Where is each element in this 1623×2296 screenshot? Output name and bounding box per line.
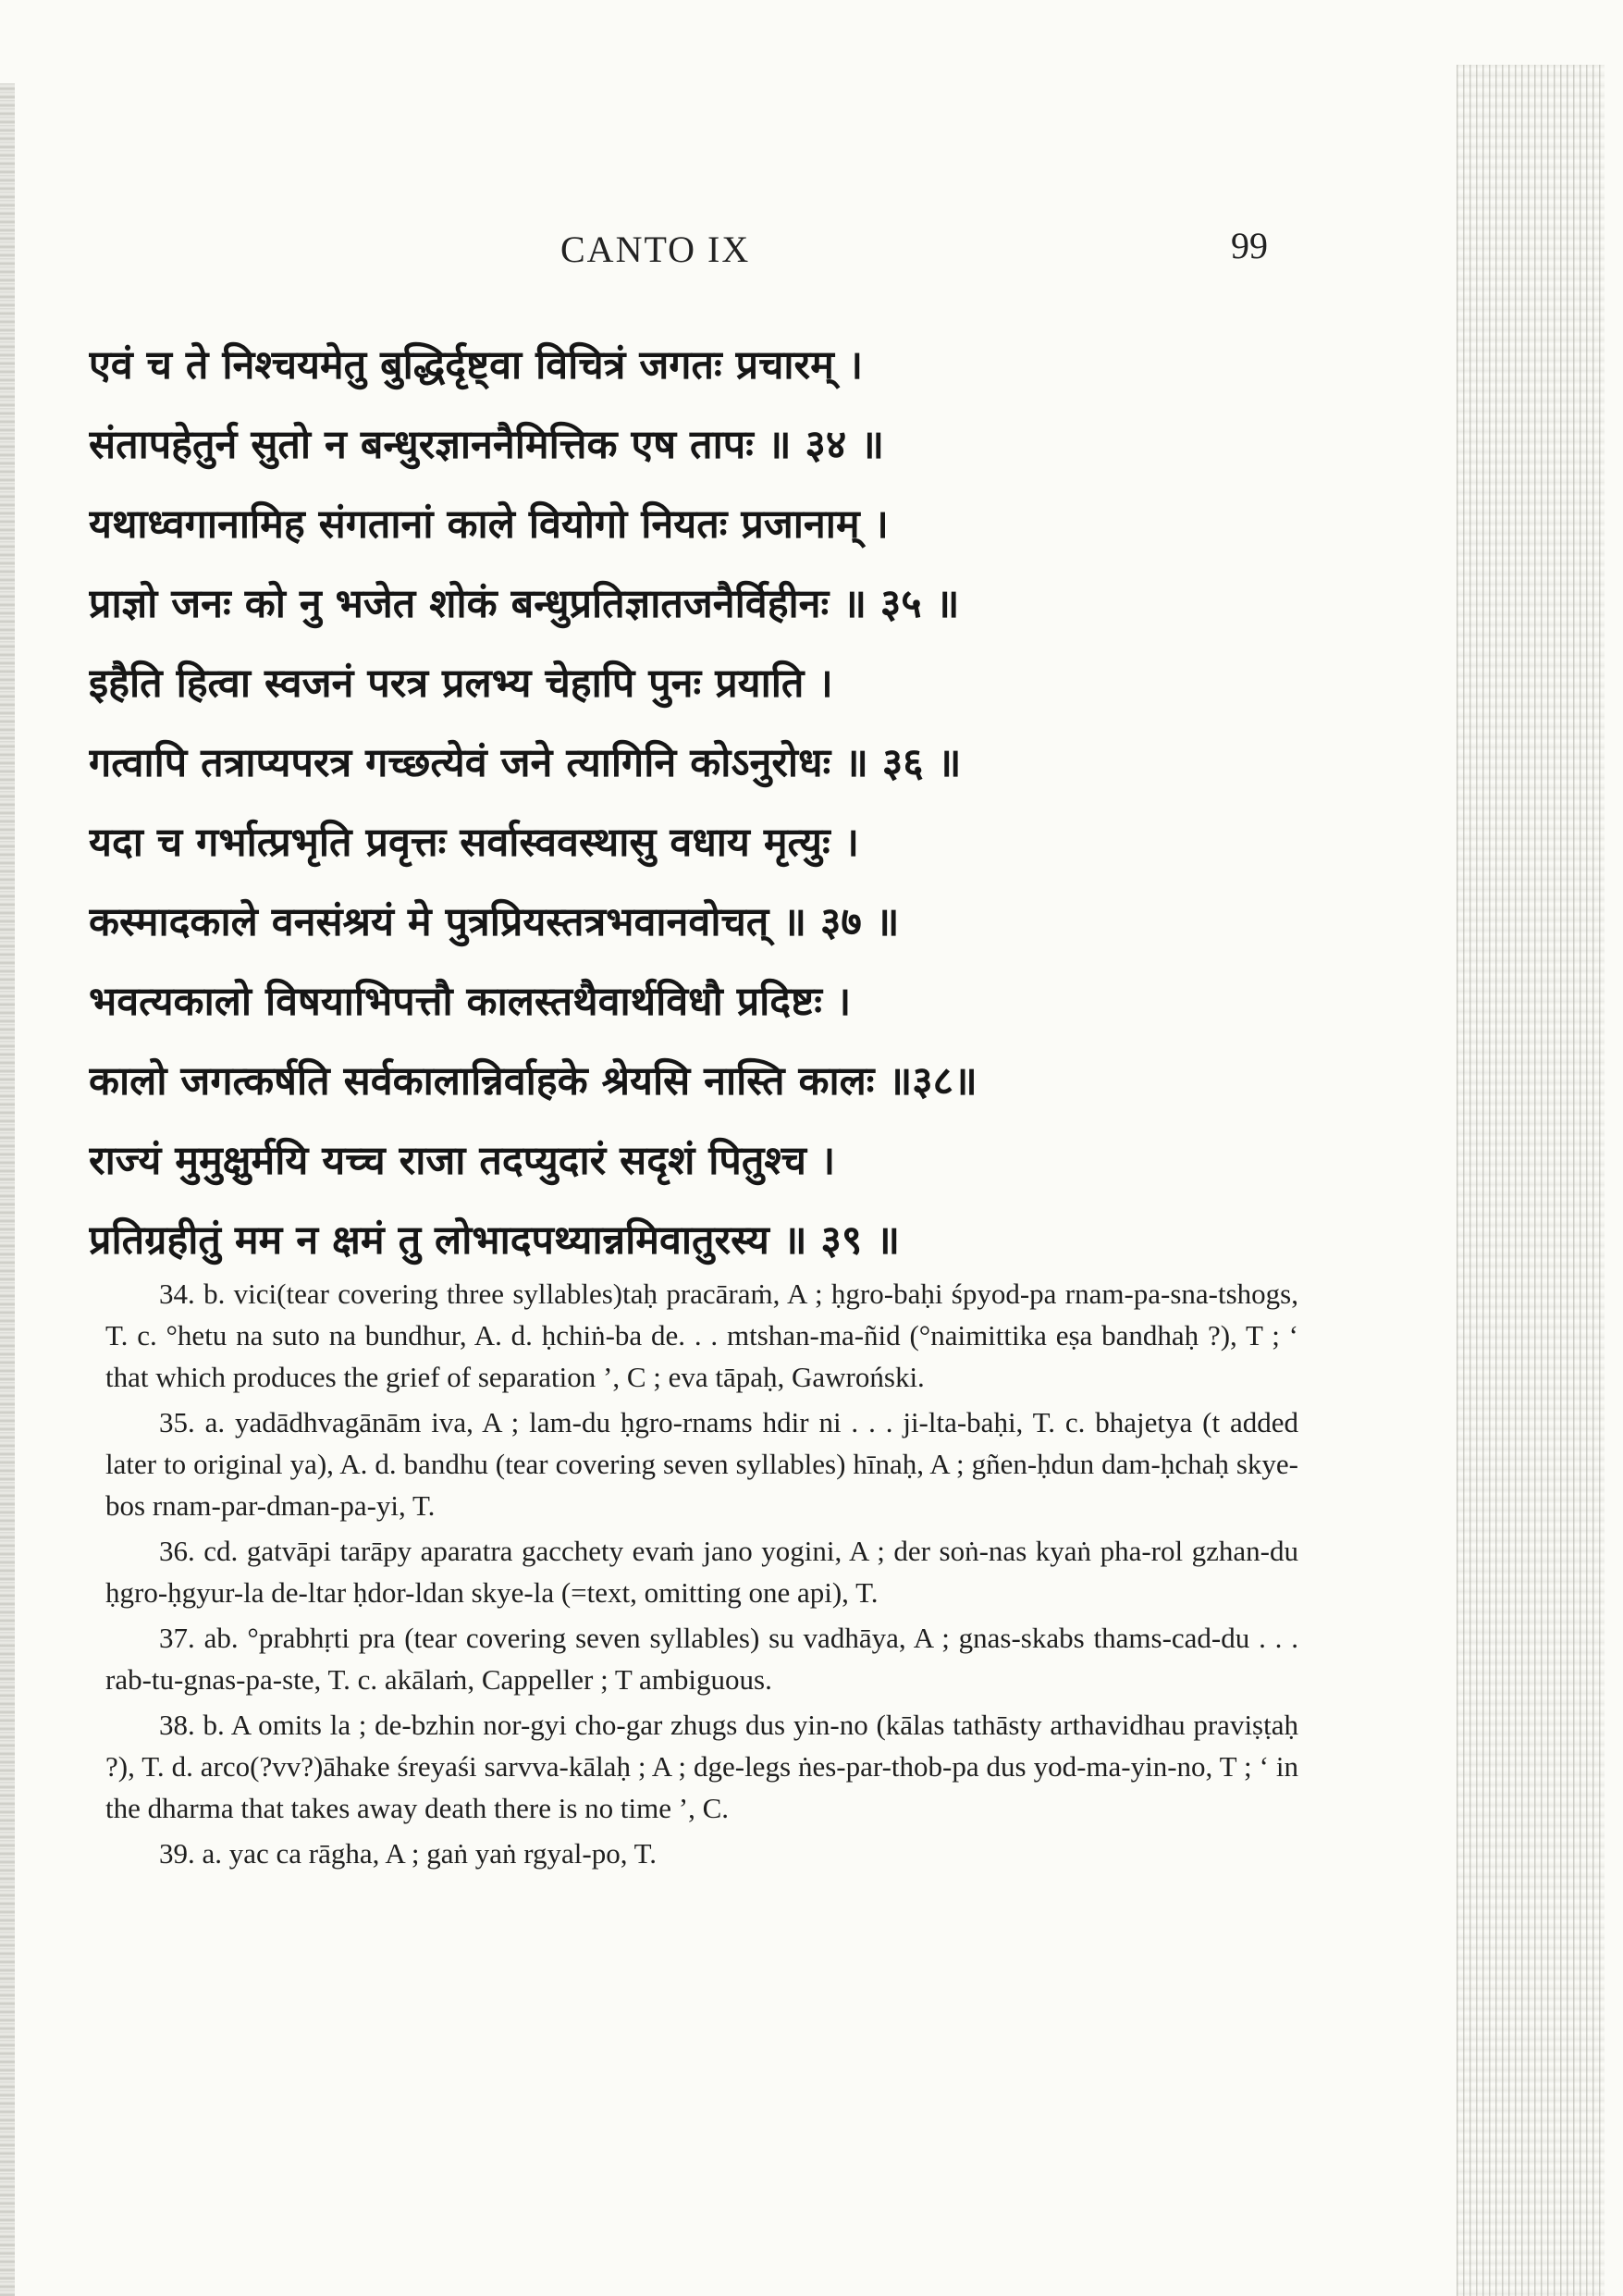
- verse-line: कस्मादकाले वनसंश्रयं मे पुत्रप्रियस्तत्रभवानवोचत् ॥ ३७ ॥: [89, 899, 900, 945]
- sanskrit-verses: [89, 326, 1309, 1280]
- verse-line: इहैति हित्वा स्वजनं परत्र प्रलभ्य चेहापि पुनः प्रयाति ।: [89, 660, 833, 707]
- verse-line: यथाध्वगानामिह संगतानां काले वियोगो नियतः प्रजानाम् ।: [89, 501, 889, 548]
- note-39: 39. a. yac ca rāgha, A ; gaṅ yaṅ rgyal-po, T.: [159, 1837, 658, 1870]
- verse-line: कालो जगत्कर्षति सर्वकालान्निर्वाहके श्रेयसि नास्ति कालः ॥३८॥: [89, 1058, 977, 1105]
- verse-line: प्राज्ञो जनः को नु भजेत शोकं बन्धुप्रतिज्ञातजनैर्विहीनः ॥ ३५ ॥: [89, 581, 960, 627]
- note-37: 37. ab. °prabhṛti pra (tear covering seven syllables) su vadhāya, A ; gnas-skabs thams-cad-du . . . rab-tu-gnas-pa-ste, T. c. akālaṁ, Cappeller ; T ambiguous.: [105, 1622, 1298, 1696]
- note-34: 34. b. vici(tear covering three syllables)taḥ pracāraṁ, A ; ḥgro-baḥi śpyod-pa rnam-pa-sna-tshogs, T. c. °hetu na suto na bundhur, A. d. ḥchiṅ-ba de. . . mtshan-ma-ñid (°naimittika eṣa bandhaḥ ?), T ; ‘ that which produces the grief of separation ’, C ; eva tāpaḥ, Gawroński.: [105, 1278, 1298, 1393]
- note-38: 38. b. A omits la ; de-bzhin nor-gyi cho-gar zhugs dus yin-no (kālas tathāsty arthavidhau praviṣṭaḥ ?), T. d. arco(?vv?)āhake śreyaśi sarvva-kālaḥ ; A ; dge-legs ṅes-par-thob-pa dus yod-ma-yin-no, T ; ‘ in the dharma that takes away death there is no time ’, C.: [105, 1709, 1298, 1824]
- note-36: 36. cd. gatvāpi tarāpy aparatra gacchety evaṁ jano yogini, A ; der soṅ-nas kyaṅ pha-rol gzhan-du ḥgro-ḥgyur-la de-ltar ḥdor-ldan skye-la (=text, omitting one api), T.: [105, 1535, 1298, 1609]
- note-35: 35. a. yadādhvagānām iva, A ; lam-du ḥgro-rnams hdir ni . . . ji-lta-baḥi, T. c. bhajetya (t added later to original ya), A. d. bandhu (tear covering seven syllables) hīnaḥ, A ; gñen-ḥdun dam-ḥchaḥ skye-bos rnam-par-dman-pa-yi, T.: [105, 1406, 1298, 1522]
- running-head: CANTO IX: [560, 228, 751, 270]
- verse-line: गत्वापि तत्राप्यपरत्र गच्छत्येवं जने त्यागिनि कोऽनुरोधः ॥ ३६ ॥: [89, 740, 962, 786]
- page-number: 99: [1231, 225, 1268, 266]
- critical-notes: [105, 1273, 1298, 1878]
- verse-line: भवत्यकालो विषयाभिपत्तौ कालस्तथैवार्थविधौ प्रदिष्टः ।: [89, 979, 852, 1025]
- scan-right-edge: [1457, 65, 1605, 2296]
- scan-left-edge: [0, 83, 15, 2296]
- page-header: [0, 225, 1623, 283]
- verse-line: संतापहेतुर्न सुतो न बन्धुरज्ञाननैमित्तिक एष तापः ॥ ३४ ॥: [89, 422, 884, 468]
- verse-line: यदा च गर्भात्प्रभृति प्रवृत्तः सर्वास्ववस्थासु वधाय मृत्युः ।: [89, 820, 859, 866]
- verse-line: प्रतिग्रहीतुं मम न क्षमं तु लोभादपथ्यान्नमिवातुरस्य ॥ ३९ ॥: [89, 1217, 900, 1264]
- verse-line: राज्यं मुमुक्षुर्मयि यच्च राजा तदप्युदारं सदृशं पितुश्च ।: [89, 1138, 836, 1184]
- verse-line: एवं च ते निश्चयमेतु बुद्धिर्दृष्ट्वा विचित्रं जगतः प्रचारम् ।: [89, 342, 864, 389]
